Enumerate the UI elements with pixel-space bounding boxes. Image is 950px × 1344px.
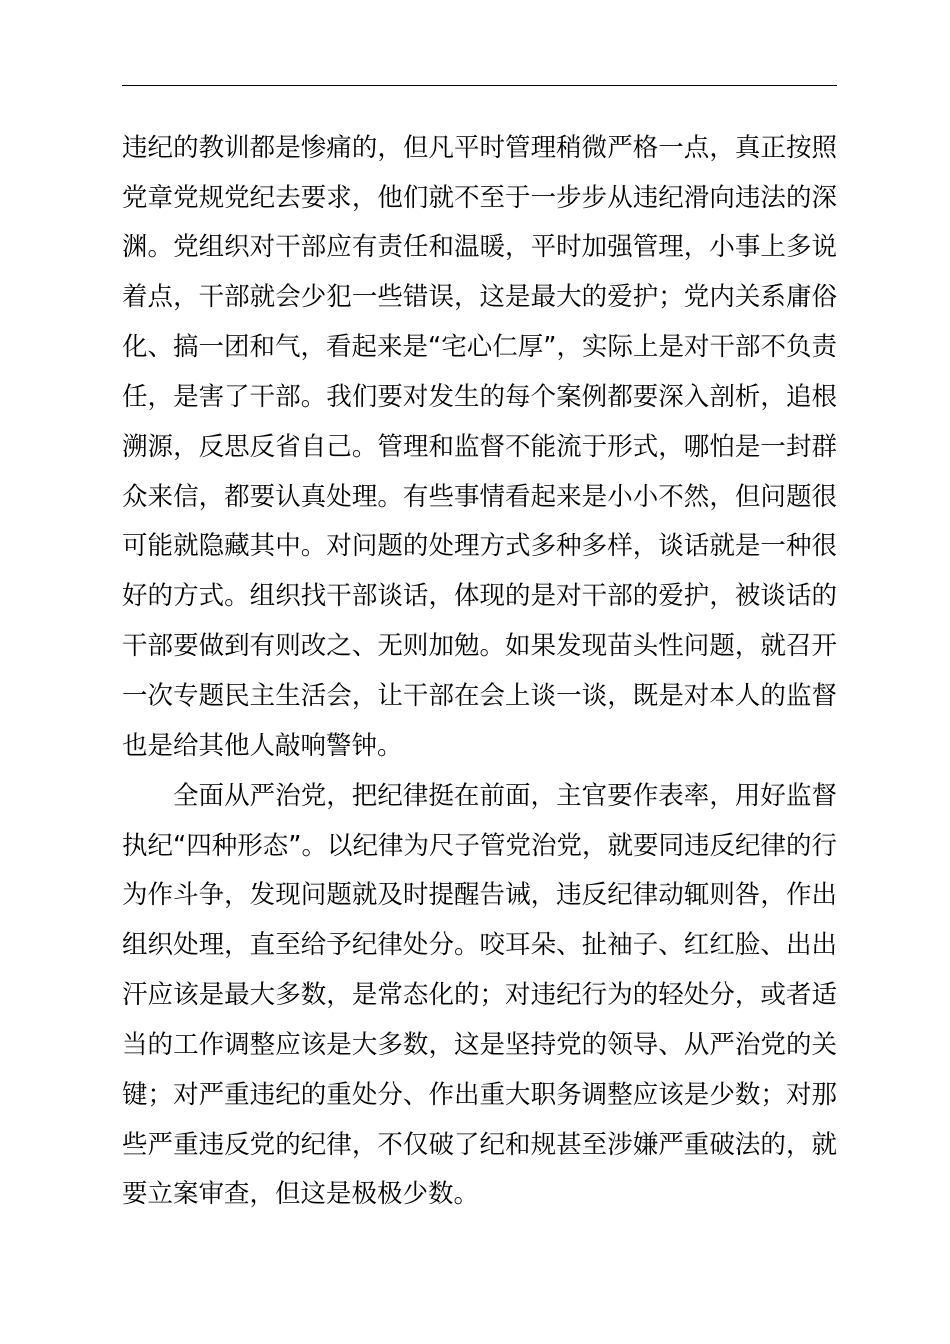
paragraph-line: 当的工作调整应该是大多数，这是坚持党的领导、从严治党的关	[122, 1030, 837, 1060]
paragraph-line: 为作斗争，发现问题就及时提醒告诫，违反纪律动辄则咎，作出	[122, 880, 837, 910]
paragraph-line: 也是给其他人敲响警钟。	[122, 731, 403, 761]
paragraph-line: 化、搞一团和气，看起来是“宅心仁厚”，实际上是对干部不负责	[122, 332, 837, 362]
paragraph-line: 违纪的教训都是惨痛的，但凡平时管理稍微严格一点，真正按照	[122, 133, 837, 163]
paragraph-line: 渊。党组织对干部应有责任和温暖，平时加强管理，小事上多说	[122, 232, 837, 262]
paragraph-line: 执纪“四种形态”。以纪律为尺子管党治党，就要同违反纪律的行	[122, 831, 837, 861]
paragraph-line: 党章党规党纪去要求，他们就不至于一步步从违纪滑向违法的深	[122, 183, 837, 213]
paragraph-line: 任，是害了干部。我们要对发生的每个案例都要深入剖析，追根	[122, 382, 837, 412]
paragraph-line: 组织处理，直至给予纪律处分。咬耳朵、扯袖子、红红脸、出出	[122, 930, 837, 960]
paragraph-line: 众来信，都要认真处理。有些事情看起来是小小不然，但问题很	[122, 482, 837, 512]
paragraph-line: 键；对严重违纪的重处分、作出重大职务调整应该是少数；对那	[122, 1080, 837, 1110]
paragraph-line: 一次专题民主生活会，让干部在会上谈一谈，既是对本人的监督	[122, 681, 837, 711]
paragraph-line: 全面从严治党，把纪律挺在前面，主官要作表率，用好监督	[173, 781, 837, 811]
paragraph-line: 干部要做到有则改之、无则加勉。如果发现苗头性问题，就召开	[122, 631, 837, 661]
header-rule	[122, 85, 837, 86]
paragraph-line: 着点，干部就会少犯一些错误，这是最大的爱护；党内关系庸俗	[122, 282, 837, 312]
paragraph-line: 要立案审查，但这是极极少数。	[122, 1179, 480, 1209]
paragraph-line: 好的方式。组织找干部谈话，体现的是对干部的爱护，被谈话的	[122, 581, 837, 611]
paragraph-line: 些严重违反党的纪律，不仅破了纪和规甚至涉嫌严重破法的，就	[122, 1130, 837, 1160]
paragraph-line: 溯源，反思反省自己。管理和监督不能流于形式，哪怕是一封群	[122, 432, 837, 462]
paragraph-line: 汗应该是最大多数，是常态化的；对违纪行为的轻处分，或者适	[122, 980, 837, 1010]
paragraph-line: 可能就隐藏其中。对问题的处理方式多种多样，谈话就是一种很	[122, 531, 837, 561]
